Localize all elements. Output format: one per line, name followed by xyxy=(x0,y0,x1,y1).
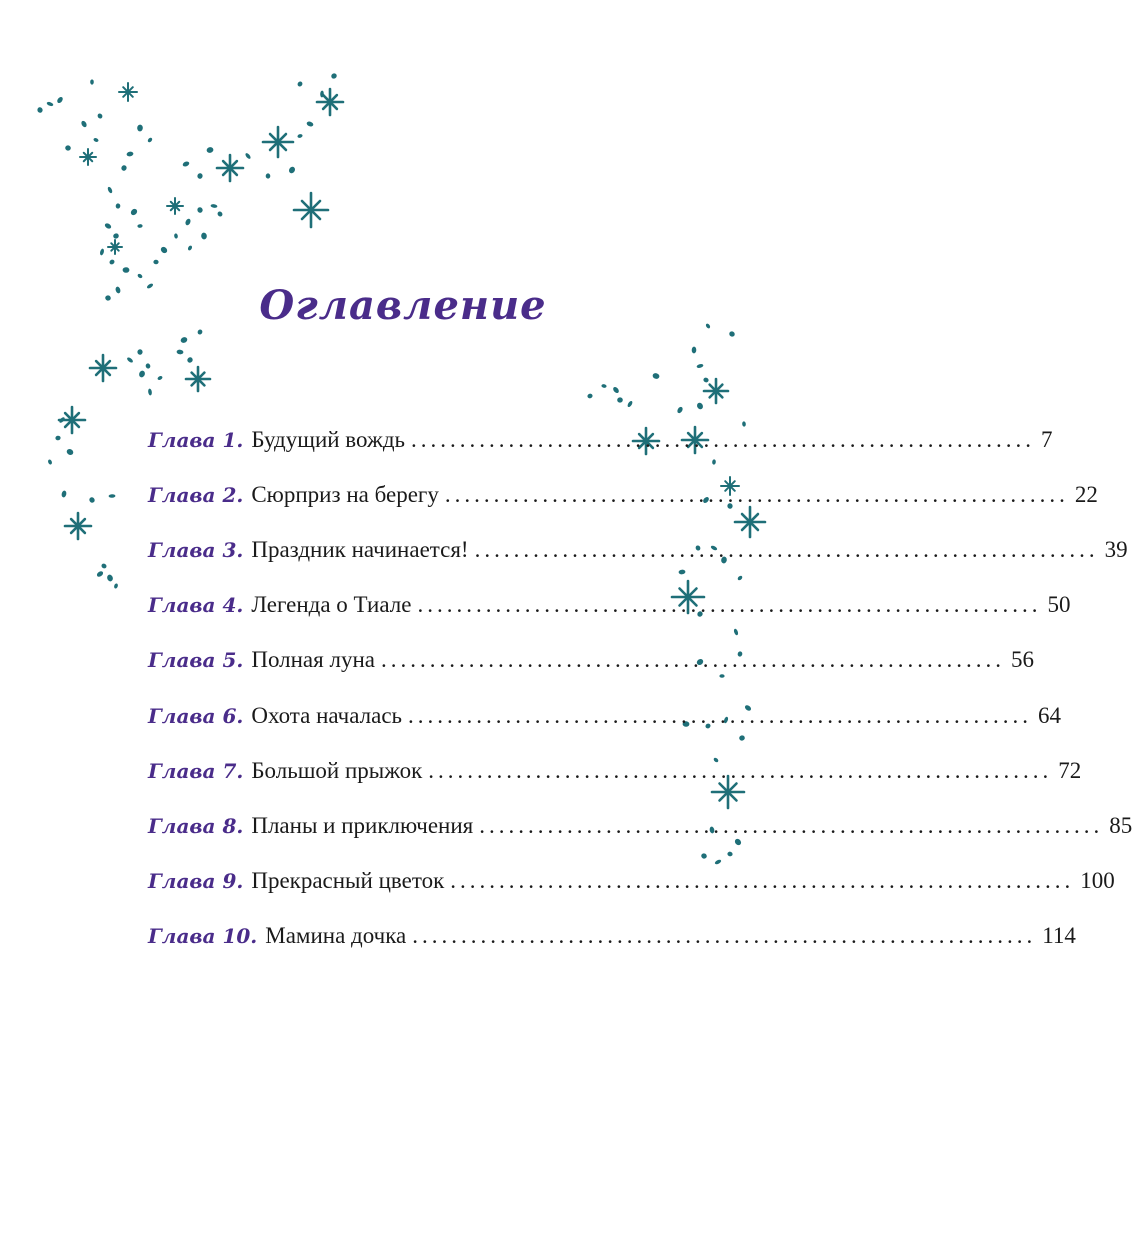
dot-icon xyxy=(148,388,153,395)
dot-icon xyxy=(696,402,704,411)
leader-dots: ................................................................ xyxy=(444,481,1069,507)
dot-icon xyxy=(109,494,116,498)
chapter-number: Глава 4. xyxy=(148,593,244,618)
dot-icon xyxy=(197,173,203,180)
leader-dots: ................................................................ xyxy=(412,923,1037,949)
dot-icon xyxy=(137,349,142,355)
dot-icon xyxy=(47,459,52,465)
leader-dots: ................................................................ xyxy=(380,647,1005,673)
page-number: 72 xyxy=(1058,757,1082,783)
dot-icon xyxy=(160,246,169,255)
dot-icon xyxy=(176,349,183,354)
dot-icon xyxy=(65,145,71,151)
dot-icon xyxy=(113,583,118,589)
sparkle-icon xyxy=(294,193,328,227)
sparkle-icon xyxy=(119,83,137,101)
dot-icon xyxy=(107,186,113,194)
page-number: 64 xyxy=(1038,702,1062,728)
dot-icon xyxy=(90,79,94,84)
dot-icon xyxy=(719,674,724,678)
sparkle-icon xyxy=(263,127,293,157)
dot-icon xyxy=(217,211,224,218)
dot-icon xyxy=(130,208,139,217)
dot-icon xyxy=(88,496,96,504)
dot-icon xyxy=(157,375,163,381)
dot-icon xyxy=(676,406,683,414)
leader-dots: ................................................................ xyxy=(450,868,1075,894)
dot-icon xyxy=(727,851,733,856)
leader-dots: ................................................................ xyxy=(474,536,1099,562)
dot-icon xyxy=(120,164,127,171)
sparkle-icon xyxy=(80,149,96,165)
dot-icon xyxy=(137,273,143,279)
page-number: 50 xyxy=(1047,592,1071,618)
dot-icon xyxy=(104,222,112,229)
chapter-title: Легенда о Тиале xyxy=(251,592,412,618)
dot-icon xyxy=(728,330,736,338)
toc-entry xyxy=(148,412,1053,467)
dot-icon xyxy=(147,137,153,143)
dot-icon xyxy=(180,336,189,344)
chapter-number: Глава 6. xyxy=(148,703,244,728)
dot-icon xyxy=(80,120,87,128)
dot-icon xyxy=(700,852,707,859)
dot-icon xyxy=(137,224,143,228)
dot-icon xyxy=(93,137,99,142)
chapter-title: Сюрприз на берегу xyxy=(251,481,439,507)
dot-icon xyxy=(617,397,623,403)
chapter-number: Глава 2. xyxy=(148,482,244,507)
dot-icon xyxy=(186,356,194,364)
toc-entry xyxy=(148,467,1098,522)
dot-icon xyxy=(145,363,151,369)
dot-icon xyxy=(106,574,114,582)
toc-entry xyxy=(148,798,1132,853)
chapter-number: Глава 5. xyxy=(148,648,244,673)
sparkle-icon xyxy=(217,155,243,181)
dot-icon xyxy=(101,563,108,570)
leader-dots: ................................................................ xyxy=(417,592,1042,618)
chapter-number: Глава 9. xyxy=(148,869,244,894)
dot-icon xyxy=(97,113,104,120)
dot-icon xyxy=(153,260,159,265)
dot-icon xyxy=(112,233,119,240)
dot-icon xyxy=(201,232,207,239)
chapter-title: Охота началась xyxy=(251,702,403,728)
chapter-number: Глава 1. xyxy=(148,427,244,452)
dot-icon xyxy=(714,859,722,865)
dot-icon xyxy=(587,393,593,399)
dot-icon xyxy=(696,363,704,368)
dot-icon xyxy=(109,259,116,266)
chapter-number: Глава 3. xyxy=(148,537,244,562)
page-number: 85 xyxy=(1109,812,1132,838)
toc-entry xyxy=(148,854,1115,909)
page-number: 22 xyxy=(1074,481,1098,507)
dot-icon xyxy=(306,121,314,128)
sparkle-icon xyxy=(704,379,728,403)
dot-icon xyxy=(627,400,634,408)
leader-dots: ................................................................ xyxy=(408,702,1033,728)
dot-icon xyxy=(206,147,214,154)
dot-icon xyxy=(99,248,104,256)
sparkle-icon xyxy=(167,198,183,214)
dot-icon xyxy=(137,124,143,131)
dot-icon xyxy=(96,570,104,578)
page-number: 39 xyxy=(1104,536,1128,562)
dot-icon xyxy=(37,107,44,114)
dot-icon xyxy=(712,459,716,465)
dot-icon xyxy=(138,370,146,378)
dot-icon xyxy=(288,166,296,175)
dot-icon xyxy=(174,233,179,239)
dot-icon xyxy=(330,72,338,79)
dot-icon xyxy=(184,218,191,226)
leader-dots: ................................................................ xyxy=(479,812,1104,838)
chapter-number: Глава 10. xyxy=(148,924,258,949)
dot-icon xyxy=(197,329,204,336)
dot-icon xyxy=(692,347,697,354)
leader-dots: ................................................................ xyxy=(411,426,1036,452)
chapter-title: Большой прыжок xyxy=(251,757,423,783)
dot-icon xyxy=(56,96,64,104)
dot-icon xyxy=(46,101,54,107)
dot-icon xyxy=(297,81,304,88)
dot-icon xyxy=(115,203,120,209)
dot-icon xyxy=(196,206,203,213)
sparkle-icon xyxy=(108,240,122,254)
page-number: 56 xyxy=(1010,647,1034,673)
dot-icon xyxy=(266,173,271,178)
dot-icon xyxy=(601,384,607,389)
sparkle-icon xyxy=(735,507,765,537)
chapter-title: Будущий вождь xyxy=(251,426,406,452)
chapter-number: Глава 7. xyxy=(148,758,244,783)
dot-icon xyxy=(61,490,67,498)
dot-icon xyxy=(734,838,743,847)
dot-icon xyxy=(678,569,685,574)
dot-icon xyxy=(244,152,251,160)
toc-entry xyxy=(148,688,1062,743)
chapter-number: Глава 8. xyxy=(148,813,244,838)
leader-dots: ................................................................ xyxy=(428,757,1053,783)
table-of-contents xyxy=(148,412,1132,964)
sparkle-icon xyxy=(90,355,116,381)
chapter-title: Прекрасный цветок xyxy=(251,868,445,894)
dot-icon xyxy=(737,575,743,581)
dot-icon xyxy=(297,133,303,138)
dot-icon xyxy=(210,204,217,209)
dot-icon xyxy=(187,245,193,251)
page-number: 114 xyxy=(1042,923,1076,949)
dot-icon xyxy=(55,435,61,440)
dot-icon xyxy=(66,448,75,456)
chapter-title: Праздник начинается! xyxy=(251,536,469,562)
page-number: 7 xyxy=(1041,426,1053,452)
dot-icon xyxy=(126,356,134,363)
page-number: 100 xyxy=(1080,868,1115,894)
dot-icon xyxy=(126,151,134,157)
chapter-title: Полная луна xyxy=(251,647,375,673)
toc-entry xyxy=(148,633,1034,688)
dot-icon xyxy=(652,372,660,379)
sparkle-icon xyxy=(186,367,210,391)
toc-entry xyxy=(148,522,1128,577)
dot-icon xyxy=(739,735,746,742)
toc-entry xyxy=(148,743,1082,798)
dot-icon xyxy=(182,161,190,168)
sparkle-icon xyxy=(65,513,91,539)
chapter-title: Планы и приключения xyxy=(251,812,474,838)
toc-entry xyxy=(148,909,1076,964)
page-title: Оглавление xyxy=(259,282,547,329)
chapter-title: Мамина дочка xyxy=(265,923,407,949)
dot-icon xyxy=(733,628,739,636)
dot-icon xyxy=(612,386,620,394)
dot-icon xyxy=(703,377,710,383)
toc-entry xyxy=(148,578,1071,633)
dot-icon xyxy=(123,267,130,273)
